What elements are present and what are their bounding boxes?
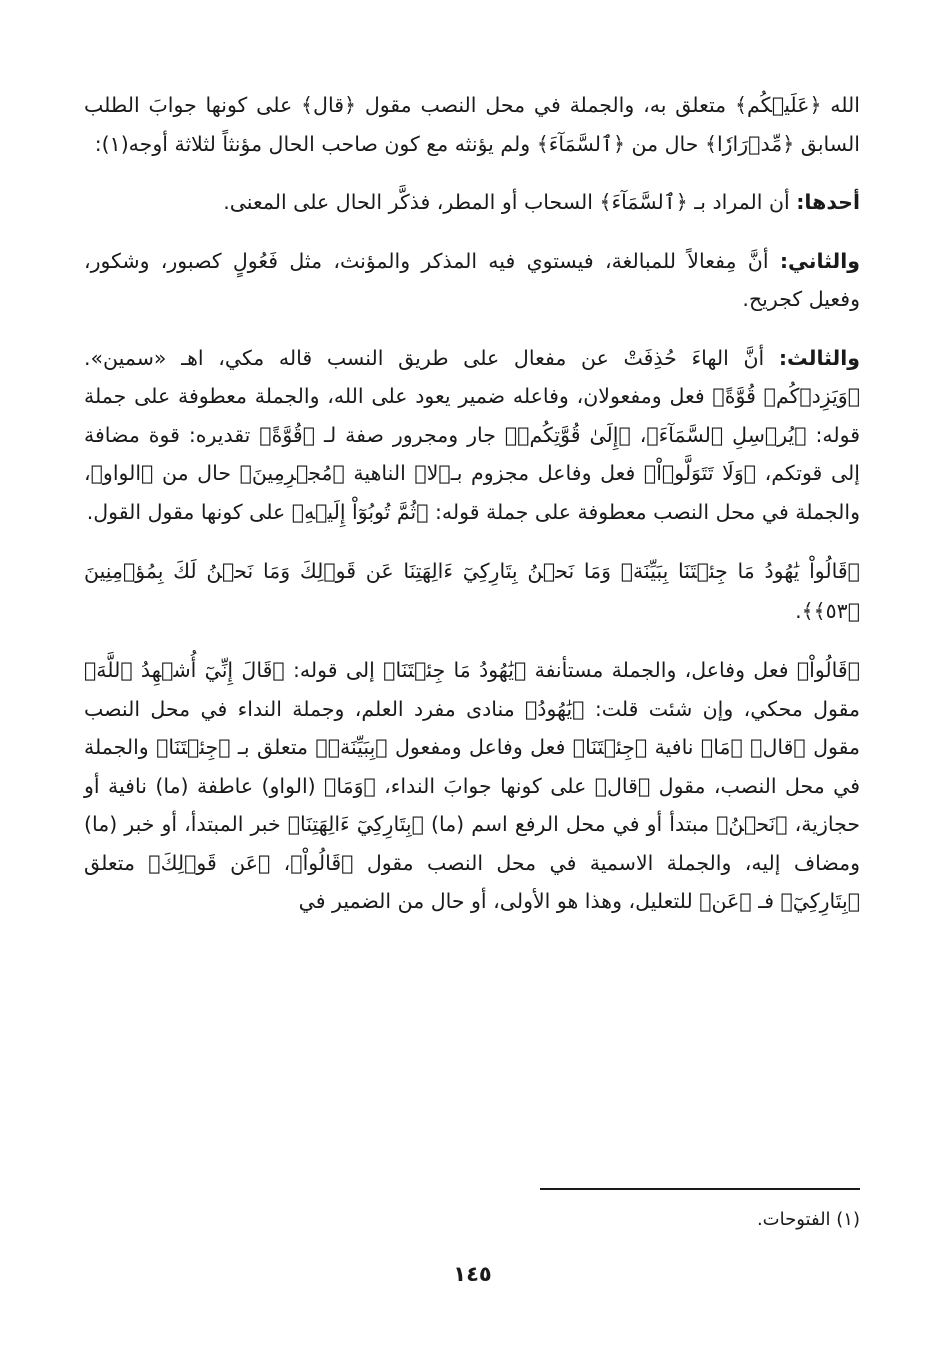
third-reason-text: أنَّ الهاءَ حُذِفَتْ عن مفعال على طريق النسب قاله مكي، اهـ «سمين». ﴿وَيَزِدۡكُمۡ قُوَّةً﴾ فعل ومفعولان، وفاعله ضمير يعود على الله، والجملة معطوفة على جملة قوله: ﴿يُرۡسِلِ ٱلسَّمَآءَ﴾، ﴿إِلَىٰ قُوَّتِكُمۡ﴾ جار ومجرور صفة لـ ﴿قُوَّةً﴾ تقديره: قوة مضافة إلى قوتكم، ﴿وَلَا تَتَوَلَّوۡاْ﴾ فعل وفاعل مجزوم بـ﴿لا﴾ الناهية ﴿مُجۡرِمِينَ﴾ حال من ﴿الواو﴾، والجملة في محل النصب معطوفة على جملة قوله: ﴿ثُمَّ تُوبُوٓاْ إِلَيۡهِ﴾ على كونها مقول القول.	[84, 345, 860, 524]
footnote-separator	[540, 1188, 860, 1190]
paragraph-first-reason	[84, 183, 860, 222]
page-number: ١٤٥	[453, 1262, 492, 1286]
paragraph-third-reason	[84, 339, 860, 532]
paragraph-intro-text: الله ﴿عَلَيۡكُم﴾ متعلق به، والجملة في محل النصب مقول ﴿قال﴾ على كونها جوابَ الطلب السابق ﴿مِّدۡرَارٗا﴾ حال من ﴿ٱلسَّمَآءَ﴾ ولم يؤنثه مع كون صاحب الحال مؤنثاً لثلاثة أوجه(١):	[84, 93, 860, 156]
footnote: (١) الفتوحات.	[756, 1209, 860, 1230]
first-reason-heading: أحدها:	[796, 190, 860, 214]
third-reason-heading: والثالث:	[778, 345, 860, 370]
second-reason-text: أنَّ مِفعالاً للمبالغة، فيستوي فيه المذكر والمؤنث، مثل فَعُولٍ كصبور، وشكور، وفعيل كجريح.	[84, 248, 860, 311]
paragraph-intro	[84, 86, 860, 163]
page-body	[84, 86, 860, 941]
paragraph-second-reason	[84, 242, 860, 319]
first-reason-text: أن المراد بـ ﴿ٱلسَّمَآءَ﴾ السحاب أو المطر، فذكَّر الحال على المعنى.	[223, 190, 797, 214]
quran-verse: ﴿قَالُواْ يَٰهُودُ مَا جِئۡتَنَا بِبَيِّنَةٖ وَمَا نَحۡنُ بِتَارِكِيٓ ءَالِهَتِنَا عَن قَوۡلِكَ وَمَا نَحۡنُ لَكَ بِمُؤۡمِنِينَ ﴿٥٣﴾﴾.	[84, 559, 860, 623]
second-reason-heading: والثاني:	[779, 248, 860, 273]
verse-commentary: ﴿قَالُواْ﴾ فعل وفاعل، والجملة مستأنفة ﴿يَٰهُودُ مَا جِئۡتَنَا﴾ إلى قوله: ﴿قَالَ إِنِّيٓ أُشۡهِدُ ٱللَّهَ﴾ مقول محكي، وإن شئت قلت: ﴿يَٰهُودُ﴾ منادى مفرد العلم، وجملة النداء في محل النصب مقول ﴿قال﴾ ﴿مَا﴾ نافية ﴿جِئۡتَنَا﴾ فعل وفاعل ومفعول ﴿بِبَيِّنَةٖ﴾ متعلق بـ ﴿جِئۡتَنَا﴾ والجملة في محل النصب، مقول ﴿قال﴾ على كونها جوابَ النداء، ﴿وَمَا﴾ (الواو) عاطفة (ما) نافية أو حجازية، ﴿نَحۡنُ﴾ مبتدأ أو في محل الرفع اسم (ما) ﴿بِتَارِكِيٓ ءَالِهَتِنَا﴾ خبر المبتدأ، أو خبر (ما) ومضاف إليه، والجملة الاسمية في محل النصب مقول ﴿قَالُواْ﴾، ﴿عَن قَوۡلِكَ﴾ متعلق ﴿بِتَارِكِيٓ﴾ فـ ﴿عَن﴾ للتعليل، وهذا هو الأولى، أو حال من الضمير في	[84, 658, 860, 913]
